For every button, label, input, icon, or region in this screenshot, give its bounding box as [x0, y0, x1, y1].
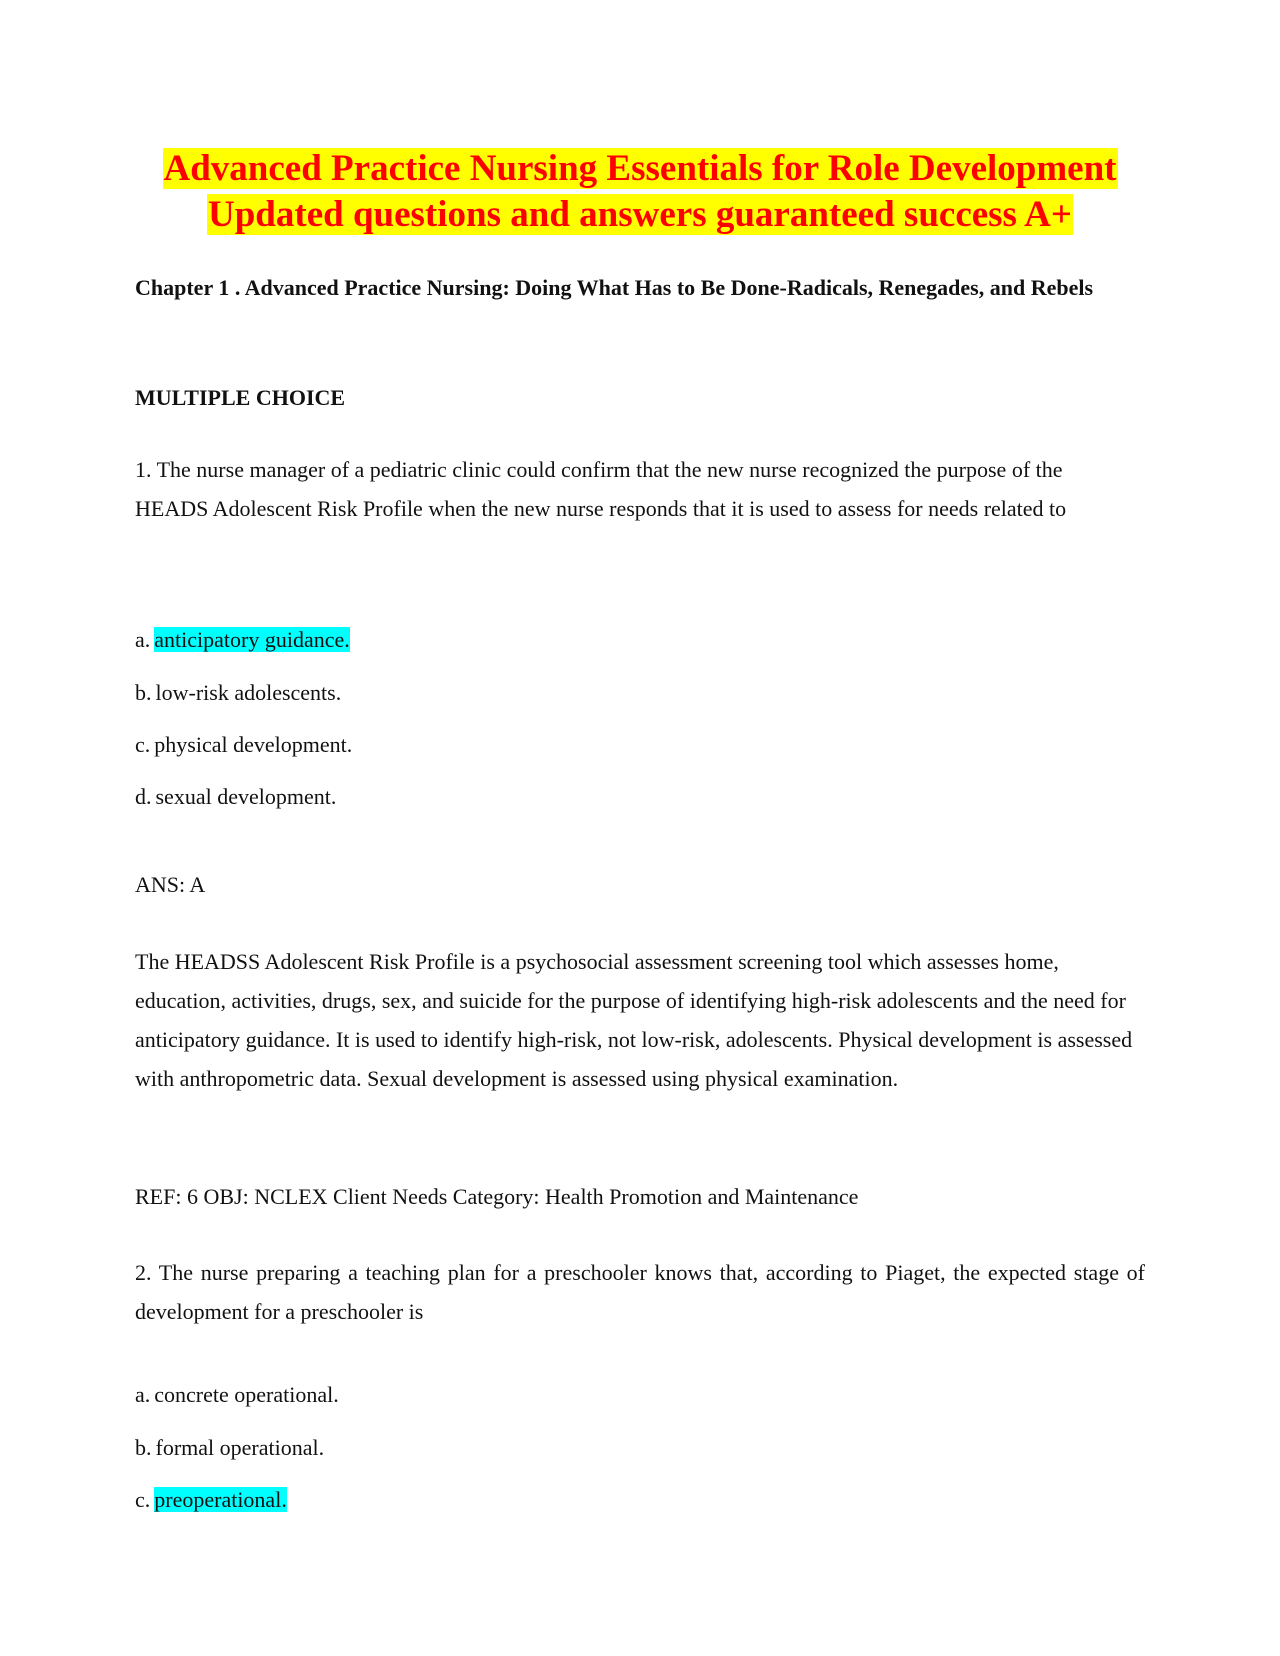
- question-1-option-b: [135, 673, 341, 712]
- option-text: concrete operational.: [154, 1382, 339, 1407]
- question-2-stem: 2. The nurse preparing a teaching plan for a preschooler knows that, according to Piaget, the expected stage of development for a preschooler is: [135, 1260, 1145, 1324]
- option-letter: c.: [135, 732, 151, 757]
- option-letter: b.: [135, 680, 152, 705]
- option-text: low-risk adolescents.: [155, 680, 342, 705]
- question-2-option-c: [135, 1480, 287, 1519]
- option-letter: c.: [135, 1487, 151, 1512]
- option-letter: a.: [135, 627, 151, 652]
- question-2-option-a: [135, 1375, 339, 1414]
- option-letter: b.: [135, 1435, 152, 1460]
- title-line-1: Advanced Practice Nursing Essentials for Role Development: [163, 148, 1117, 189]
- option-text: formal operational.: [155, 1435, 325, 1460]
- option-letter: d.: [135, 784, 152, 809]
- question-1-option-c: [135, 725, 352, 764]
- question-1-option-d: [135, 777, 336, 816]
- option-text: physical development.: [154, 732, 353, 757]
- question-1-stem: 1. The nurse manager of a pediatric clinic could confirm that the new nurse recognized the purpose of the HEADS Adolescent Risk Profile when the new nurse responds that it is used to assess for needs related to: [135, 457, 1067, 521]
- option-text: sexual development.: [155, 784, 337, 809]
- option-text-highlighted: preoperational.: [154, 1487, 287, 1512]
- question-1-reference: REF: 6 OBJ: NCLEX Client Needs Category: Health Promotion and Maintenance: [135, 1184, 859, 1209]
- question-1-rationale: The HEADSS Adolescent Risk Profile is a psychosocial assessment screening tool which assesses home, education, activities, drugs, sex, and suicide for the purpose of identifying high-risk adolescents and the need for anticipatory guidance. It is used to identify high-risk, not low-risk, adolescents. Physical development is assessed with anthropometric data. Sexual development is assessed using physical examination.: [135, 949, 1133, 1091]
- chapter-heading: Chapter 1 . Advanced Practice Nursing: Doing What Has to Be Done-Radicals, Renegades, and Rebels: [135, 275, 1094, 300]
- question-2-option-b: [135, 1428, 324, 1467]
- option-letter: a.: [135, 1382, 151, 1407]
- section-heading: MULTIPLE CHOICE: [135, 385, 346, 410]
- title-line-2: Updated questions and answers guaranteed success A+: [208, 194, 1072, 235]
- document-title: [0, 146, 1280, 238]
- option-text-highlighted: anticipatory guidance.: [154, 627, 350, 652]
- question-1-option-a: [135, 620, 350, 659]
- question-1-answer: ANS: A: [135, 872, 206, 897]
